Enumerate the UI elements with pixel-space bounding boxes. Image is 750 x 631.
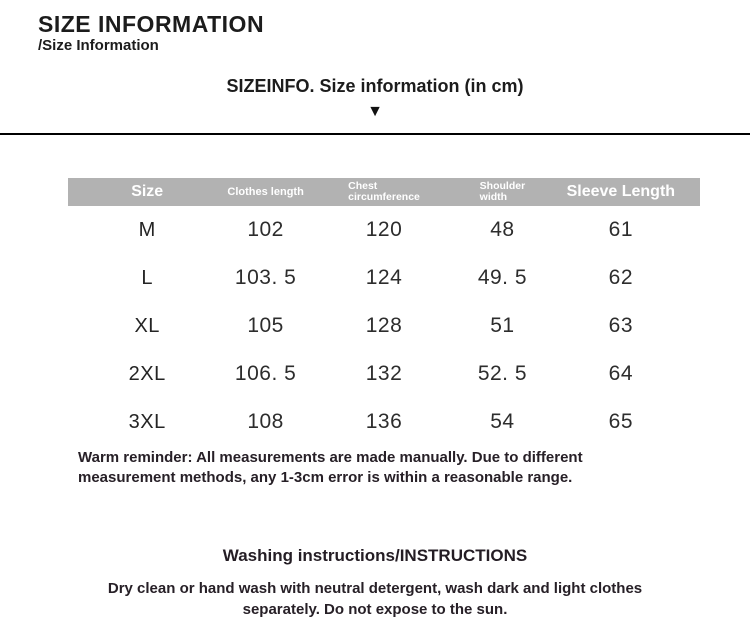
sleeve-cell: 61 [608, 218, 633, 241]
col-header-sleeve-length: Sleeve Length [566, 183, 676, 200]
size-cell: XL [134, 314, 160, 337]
col-header-shoulder-line1: Shoulder [479, 179, 526, 192]
chest-cell: 128 [365, 314, 403, 337]
size-cell: 2XL [128, 362, 166, 385]
table-row-3xl [68, 398, 700, 446]
chest-cell: 120 [365, 218, 403, 241]
col-header-shoulder-line2: width [479, 191, 508, 203]
page-subtitle: /Size Information [38, 37, 159, 54]
clothes-length-cell: 106. 5 [234, 362, 297, 385]
col-header-clothes-length: Clothes length [227, 186, 304, 198]
size-section-heading: SIZEINFO. Size information (in cm) [226, 76, 524, 96]
table-row-l [68, 254, 700, 302]
col-header-size: Size [131, 183, 164, 200]
shoulder-cell: 48 [490, 218, 515, 241]
warm-reminder-text: Warm reminder: All measurements are made manually. Due to different measurement methods, any 1-3cm error is within a reasonable range. [78, 449, 583, 486]
col-header-chest-circumference [325, 181, 443, 204]
clothes-length-cell: 103. 5 [234, 266, 297, 289]
shoulder-cell: 54 [490, 410, 515, 433]
sleeve-cell: 64 [608, 362, 633, 385]
table-row-xl [68, 302, 700, 350]
shoulder-cell: 51 [490, 314, 515, 337]
sleeve-cell: 65 [608, 410, 633, 433]
chest-cell: 132 [365, 362, 403, 385]
table-row-2xl [68, 350, 700, 398]
col-header-chest-line1: Chest [348, 179, 378, 192]
size-table-body [68, 206, 700, 446]
chest-cell: 136 [365, 410, 403, 433]
divider-line [0, 133, 750, 135]
chest-cell: 124 [365, 266, 403, 289]
shoulder-cell: 49. 5 [477, 266, 528, 289]
col-header-shoulder-width [443, 181, 561, 204]
washing-instructions-heading: Washing instructions/INSTRUCTIONS [222, 546, 528, 565]
size-table-header [68, 178, 700, 206]
clothes-length-cell: 105 [247, 314, 284, 337]
size-cell: M [138, 218, 156, 241]
page-title: SIZE INFORMATION [38, 11, 265, 37]
shoulder-cell: 52. 5 [477, 362, 528, 385]
col-header-chest-line2: circumference [348, 191, 420, 203]
sleeve-cell: 63 [608, 314, 633, 337]
clothes-length-cell: 102 [247, 218, 284, 241]
washing-instructions-text: Dry clean or hand wash with neutral detergent, wash dark and light clothes separately. Do not expose to the sun. [107, 580, 643, 618]
sleeve-cell: 62 [608, 266, 633, 289]
size-cell: 3XL [128, 410, 166, 433]
triangle-down-icon: ▼ [367, 103, 383, 120]
table-row-m [68, 206, 700, 254]
size-cell: L [141, 266, 154, 289]
clothes-length-cell: 108 [247, 410, 284, 433]
